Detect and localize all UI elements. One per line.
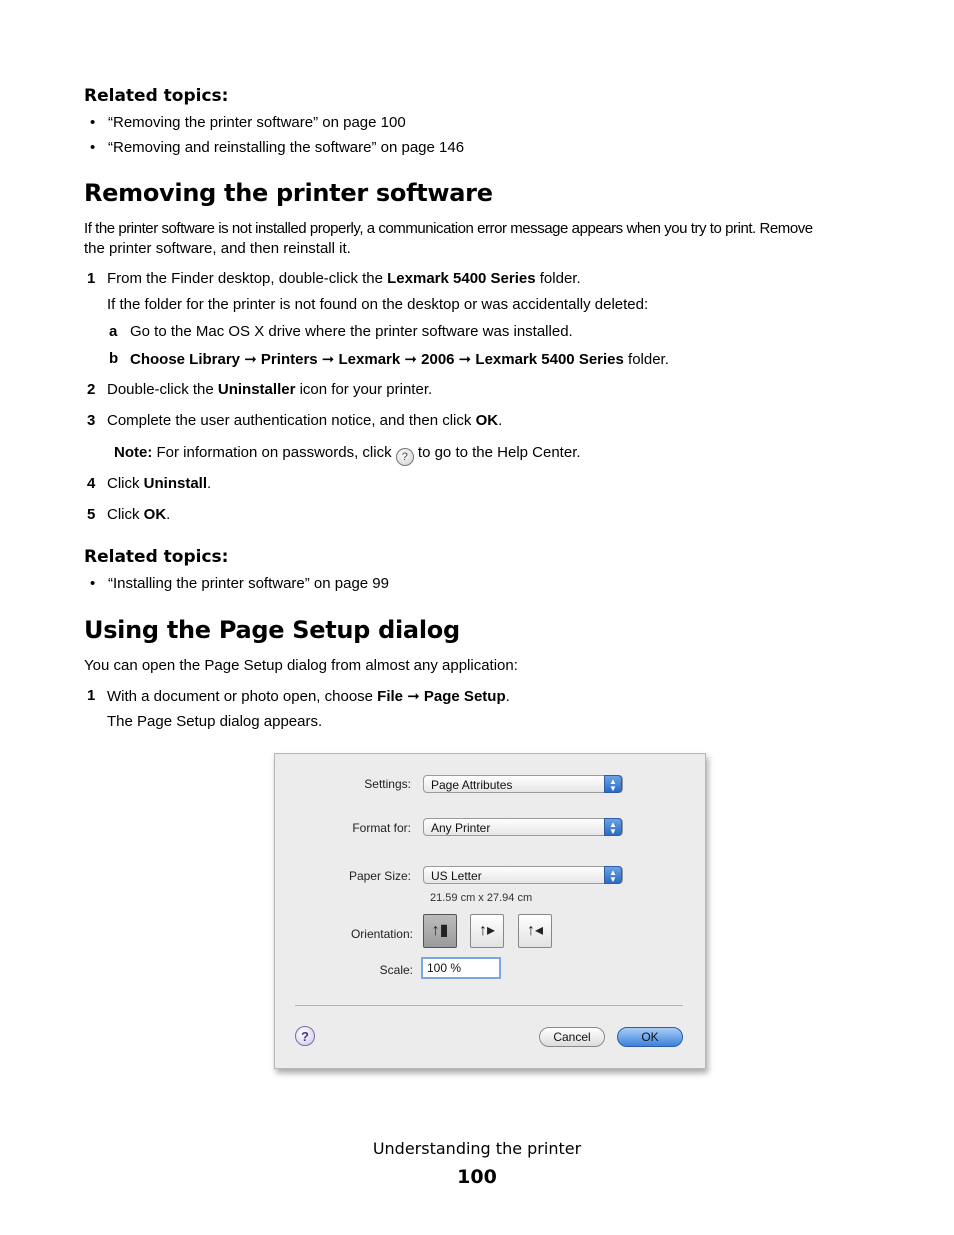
paper-size-popup[interactable]: [423, 866, 623, 884]
cancel-button[interactable]: Cancel: [539, 1027, 605, 1047]
step-number: 1: [87, 687, 96, 704]
scale-input[interactable]: 100 %: [421, 957, 501, 979]
section-heading: Using the Page Setup dialog: [84, 616, 460, 644]
step-number: 3: [87, 412, 96, 429]
step-text: Click OK.: [107, 506, 171, 523]
step-number: 5: [87, 506, 96, 523]
substep-label: b: [109, 350, 119, 367]
landscape-right-orientation-icon[interactable]: ↑◂: [518, 914, 552, 948]
related-link[interactable]: “Installing the printer software” on page 99: [108, 575, 389, 592]
ok-button[interactable]: OK: [617, 1027, 683, 1047]
substep-text: Go to the Mac OS X drive where the printer software was installed.: [130, 323, 573, 340]
intro-line: You can open the Page Setup dialog from almost any application:: [84, 657, 518, 674]
step-number: 4: [87, 475, 96, 492]
intro-line: the printer software, and then reinstall it.: [84, 240, 351, 257]
step-number: 2: [87, 381, 96, 398]
scale-label: Scale:: [379, 963, 413, 977]
step-text: Complete the user authentication notice, and then click OK.: [107, 412, 503, 429]
portrait-orientation-icon[interactable]: ↑▮: [423, 914, 457, 948]
help-icon: ?: [396, 448, 414, 466]
intro-line: If the printer software is not installed properly, a communication error message appears when you try to print. Remove: [84, 220, 813, 237]
step-number: 1: [87, 270, 96, 287]
divider: [295, 1005, 683, 1006]
footer-section-title: Understanding the printer: [372, 1139, 582, 1158]
popup-arrows-icon: ▲ ▼: [604, 818, 622, 836]
bullet-icon: •: [90, 139, 96, 156]
substep-text: Choose Library ➞ Printers ➞ Lexmark ➞ 2006 ➞ Lexmark 5400 Series folder.: [130, 351, 669, 368]
list-item: [84, 575, 684, 595]
related-topics-heading: Related topics:: [84, 547, 229, 567]
help-icon[interactable]: ?: [295, 1026, 315, 1046]
step-text: From the Finder desktop, double-click the Lexmark 5400 Series folder.: [107, 270, 581, 287]
step-text: Double-click the Uninstaller icon for your printer.: [107, 381, 433, 398]
paper-dimensions: 21.59 cm x 27.94 cm: [430, 892, 533, 904]
substep-label: a: [109, 323, 118, 340]
format-value: Any Printer: [431, 821, 491, 835]
step-note: The Page Setup dialog appears.: [107, 713, 323, 730]
step-text: With a document or photo open, choose File ➞ Page Setup.: [107, 688, 510, 705]
list-item: [84, 114, 684, 134]
related-link[interactable]: “Removing and reinstalling the software” on page 146: [108, 139, 465, 156]
related-link[interactable]: “Removing the printer software” on page 100: [108, 114, 406, 131]
section-heading: Removing the printer software: [84, 179, 493, 207]
page-setup-dialog: [274, 753, 706, 1069]
format-label: Format for:: [352, 821, 411, 835]
settings-value: Page Attributes: [431, 778, 513, 792]
paper-size-label: Paper Size:: [348, 869, 411, 883]
paper-size-value: US Letter: [431, 869, 482, 883]
orientation-label: Orientation:: [350, 927, 413, 941]
page-number: 100: [457, 1166, 497, 1188]
settings-popup[interactable]: [423, 775, 623, 793]
related-topics-heading: Related topics:: [84, 86, 229, 106]
list-item: [84, 139, 684, 159]
bullet-icon: •: [90, 575, 96, 592]
popup-arrows-icon: ▲ ▼: [604, 775, 622, 793]
step-note: If the folder for the printer is not found on the desktop or was accidentally deleted:: [107, 296, 649, 313]
step-text: Click Uninstall.: [107, 475, 212, 492]
landscape-left-orientation-icon[interactable]: ↑▸: [470, 914, 504, 948]
settings-label: Settings:: [364, 777, 411, 791]
popup-arrows-icon: ▲ ▼: [604, 866, 622, 884]
bullet-icon: •: [90, 114, 96, 131]
note: Note: For information on passwords, click ? to go to the Help Center.: [114, 444, 581, 466]
format-popup[interactable]: [423, 818, 623, 836]
